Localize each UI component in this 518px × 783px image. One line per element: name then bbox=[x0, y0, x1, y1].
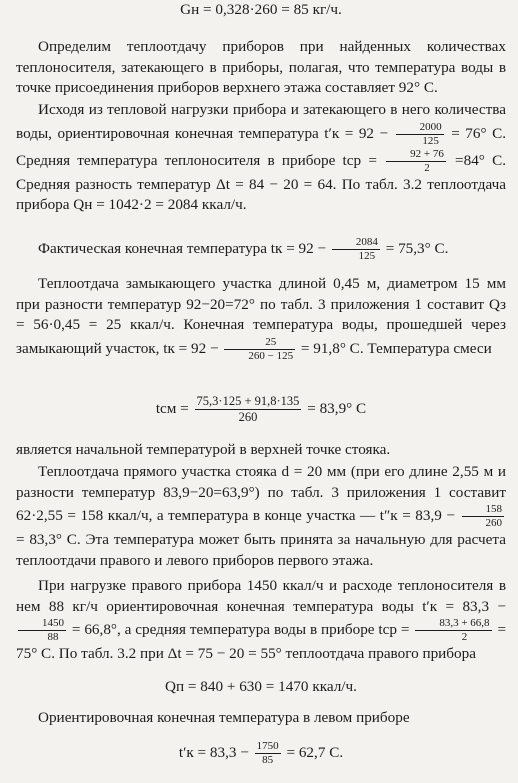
text-segment: = 83,3° C. Эта температура может быть принята за начальную для расчета теплоотдачи правого и левого приборов первого этажа. bbox=[16, 531, 506, 569]
formula-rhs: = 83,9° C bbox=[307, 399, 367, 417]
formula-g: Gн = 0,328·260 = 85 кг/ч. bbox=[180, 1, 342, 18]
fraction-numerator: 158 bbox=[462, 503, 505, 517]
fraction bbox=[332, 236, 380, 263]
text-segment: Исходя из тепловой нагрузки прибора и затекающего в него количества воды, ориентировочная конечная температура t′к = 92 − bbox=[16, 101, 506, 142]
formula-text: Qп = 840 + 630 = 1470 ккал/ч. bbox=[165, 678, 357, 695]
text-segment: = 76° C. Средняя температура теплоносителя в приборе tср = bbox=[16, 124, 506, 169]
fraction-denominator: 2 bbox=[424, 161, 430, 174]
text-segment: = 66,8°, а средняя температура воды в приборе tср = bbox=[71, 621, 410, 639]
paragraph-2 bbox=[16, 100, 506, 216]
fraction bbox=[462, 503, 505, 530]
formula-q bbox=[16, 677, 506, 698]
text-segment: Теплоотдача замыкающего участка длиной 0,45 м, диаметром 15 мм при разности температур 92−20=72° по табл. 3 приложения 1 составит Qз = 56·0,45 = 25 ккал/ч. Конечная температура воды, прошедшей через замыкающий участок, tк = 92 − bbox=[16, 275, 506, 357]
fraction-denominator: 125 bbox=[358, 250, 376, 262]
paragraph-text: является начальной температурой в верхней точке стояка. bbox=[16, 441, 391, 458]
fraction bbox=[18, 617, 66, 644]
paragraph-3 bbox=[16, 236, 506, 263]
text-segment: = 75° C. По табл. 3.2 при Δt = 75 − 20 = 55° теплоотдача правого прибора bbox=[16, 621, 507, 663]
fraction-denominator: 85 bbox=[262, 754, 274, 766]
fraction-denominator: 260 bbox=[238, 410, 258, 424]
fraction-numerator: 92 + 76 bbox=[386, 148, 446, 162]
text-segment: =84° C. Средняя разность температур Δt = 84 − 20 = 64. По табл. 3.2 теплоотдача прибора Qн = 1042·2 = 2084 ккал/ч. bbox=[16, 151, 507, 214]
fraction-denominator: 260 − 125 bbox=[248, 349, 294, 362]
fraction bbox=[396, 121, 444, 148]
paragraph-6 bbox=[16, 462, 506, 571]
fraction-numerator: 2000 bbox=[396, 121, 444, 135]
paragraph-text: Ориентировочная конечная температура в левом приборе bbox=[38, 709, 410, 726]
fraction-denominator: 2 bbox=[461, 631, 468, 644]
fraction-numerator: 1450 bbox=[18, 617, 66, 631]
paragraph-8 bbox=[16, 708, 506, 729]
fraction bbox=[224, 336, 295, 363]
paragraph-5 bbox=[16, 440, 506, 461]
fraction-numerator: 2084 bbox=[332, 236, 380, 250]
fraction bbox=[255, 740, 281, 767]
text-segment: = 75,3° C. bbox=[385, 239, 449, 257]
fraction bbox=[195, 394, 302, 425]
formula-mix bbox=[16, 394, 506, 425]
fraction-denominator: 88 bbox=[47, 631, 59, 644]
text-segment: = 91,8° C. Температура смеси bbox=[300, 339, 492, 357]
fraction bbox=[415, 617, 491, 644]
paragraph-4 bbox=[16, 274, 506, 363]
fraction-numerator: 83,3 + 66,8 bbox=[415, 617, 491, 631]
fraction-numerator: 25 bbox=[224, 336, 295, 350]
formula-last bbox=[16, 740, 506, 767]
fraction bbox=[386, 148, 446, 175]
formula-lhs: t′к = 83,3 − bbox=[178, 743, 249, 761]
text-segment: Теплоотдача прямого участка стояка d = 20 мм (при его длине 2,55 м и разности температур 83,9−20=63,9°) по табл. 3 приложения 1 составит 62·2,55 = 158 ккал/ч, а температура в конце участка — t″к = 83,9 − bbox=[16, 463, 506, 525]
fraction-denominator: 125 bbox=[422, 134, 439, 147]
paragraph-1 bbox=[16, 37, 506, 99]
formula-lhs: tсм = bbox=[155, 399, 189, 417]
top-formula bbox=[16, 0, 506, 21]
paragraph-7 bbox=[16, 576, 506, 665]
fraction-denominator: 260 bbox=[485, 517, 503, 530]
text-segment: Фактическая конечная температура tк = 92 − bbox=[38, 239, 327, 257]
text-segment: При нагрузке правого прибора 1450 ккал/ч и расходе теплоносителя в нем 88 кг/ч ориентировочная конечная температура воды t′к = 83,3 − bbox=[16, 577, 506, 615]
formula-rhs: = 62,7 C. bbox=[286, 743, 344, 761]
fraction-numerator: 75,3·125 + 91,8·135 bbox=[196, 394, 300, 408]
fraction-numerator: 1750 bbox=[256, 740, 279, 752]
paragraph-text: Определим теплоотдачу приборов при найденных количествах теплоносителя, затекающего в приборы, полагая, что температура воды в точке присоединения приборов верхнего этажа составляет 92° C. bbox=[16, 38, 506, 97]
